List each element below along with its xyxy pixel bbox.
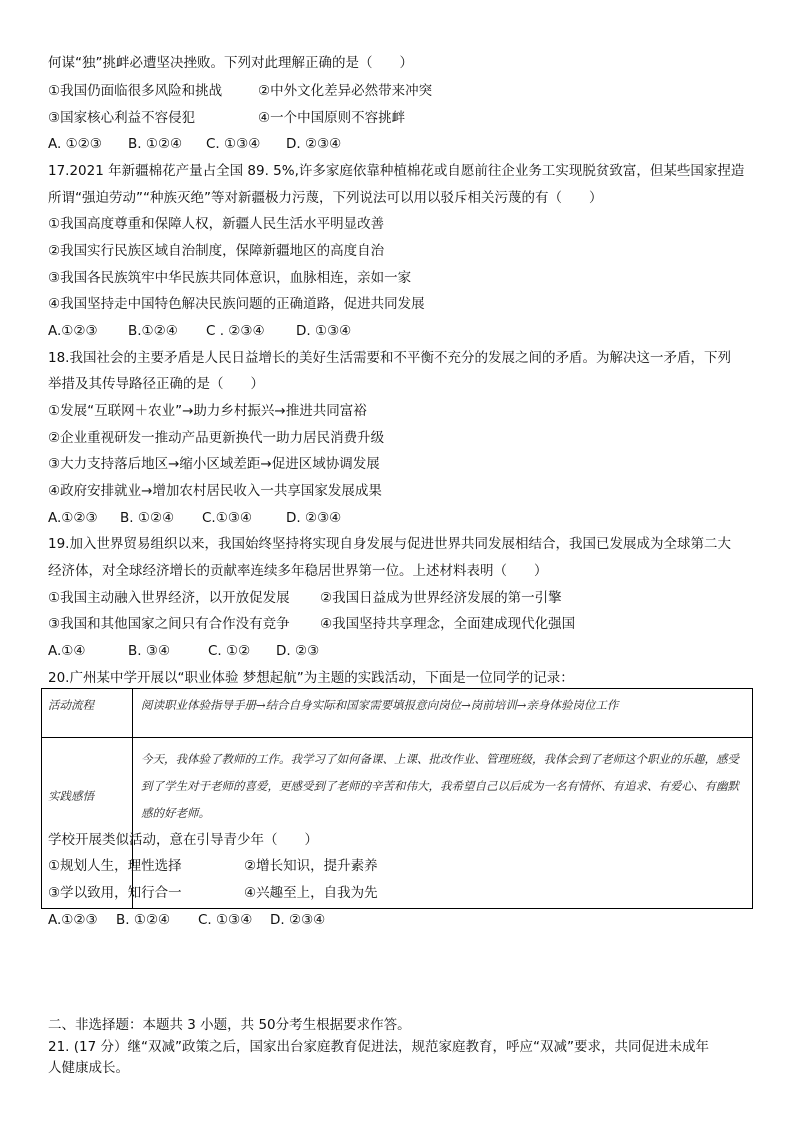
q21-stem-line2: 人健康成长。 [48,1060,129,1076]
q16-options-row2 [48,108,754,128]
q19-option-2: ②我国日益成为世界经济发展的第一引擎 [320,590,562,606]
q19-choice-d: D. ②③ [276,643,320,659]
q20-option-4: ④兴趣至上，自我为先 [244,885,378,901]
q20-choice-a: A.①②③ [48,912,98,928]
q16-option-1: ①我国仍面临很多风险和挑战 [48,83,223,99]
q19-option-1: ①我国主动融入世界经济，以开放促发展 [48,590,290,606]
activity-process-content: 阅读职业体验指导手册→结合自身实际和国家需要填报意向岗位→岗前培训→亲身体验岗位工作 [133,689,753,738]
q16-choices [48,134,754,154]
q17-option-3: ③我国各民族筑牢中华民族共同体意识，血脉相连，亲如一家 [48,270,412,286]
q19-choices [48,641,754,661]
q17-choice-b: B.①②④ [128,323,178,339]
q17-choice-a: A.①②③ [48,323,98,339]
q19-stem-line1: 19.加入世界贸易组织以来，我国始终坚持将实现自身发展与促进世界共同发展相结合，我国已发展成为全球第二大 [48,536,731,552]
q19-stem-line2: 经济体，对全球经济增长的贡献率连续多年稳居世界第一位。上述材料表明（ ） [48,563,548,579]
section-heading: 二、非选择题：本题共 3 小题，共 50分考生根据要求作答。 [48,1017,411,1033]
q17-choices [48,321,754,341]
q17-option-2: ②我国实行民族区域自治制度，保障新疆地区的高度自治 [48,243,385,259]
q20-option-3: ③学以致用，知行合一 [48,885,182,901]
q20-choice-d: D. ②③④ [270,912,326,928]
activity-process-label: 活动流程 [42,689,133,738]
q18-choice-d: D. ②③④ [286,510,342,526]
q20-option-2: ②增长知识，提升素养 [244,858,378,874]
q19-options-row1 [48,588,754,608]
q16-choice-b: B. ①②④ [128,136,183,152]
q18-choices [48,508,754,528]
q16-option-3: ③国家核心利益不容侵犯 [48,110,196,126]
q19-option-4: ④我国坚持共享理念，全面建成现代化强国 [320,616,576,632]
q19-choice-c: C. ①② [208,643,251,659]
practice-reflection-label: 实践感悟 [42,738,133,909]
q17-choice-d: D. ①③④ [296,323,352,339]
q17-choice-c: C . ②③④ [206,323,265,339]
q18-choice-c: C.①③④ [202,510,253,526]
table-row [42,689,753,738]
q19-option-3: ③我国和其他国家之间只有合作没有竞争 [48,616,290,632]
q20-choices [48,910,754,930]
q16-choice-d: D. ②③④ [286,136,342,152]
q18-stem-line1: 18.我国社会的主要矛盾是人民日益增长的美好生活需要和不平衡不充分的发展之间的矛盾。为解决这一矛盾，下列 [48,350,731,366]
q16-choice-a: A. ①②③ [48,136,102,152]
q17-stem-line2: 所谓“强迫劳动”“种族灭绝”等对新疆极力污蔑，下列说法可以用以驳斥相关污蔑的有（ ） [48,190,603,206]
q21-stem-line1: 21. (17 分）继“双减”政策之后，国家出台家庭教育促进法，规范家庭教育，呼应“双减”要求，共同促进未成年 [48,1039,709,1055]
q16-option-2: ②中外文化差异必然带来冲突 [258,83,433,99]
q19-options-row2 [48,614,754,634]
q20-options-row2 [48,883,754,903]
q20-options-row1 [48,856,754,876]
q16-stem: 何谋“独”挑衅必遭坚决挫败。下列对此理解正确的是（ ） [48,55,413,71]
q18-stem-line2: 举措及其传导路径正确的是（ ） [48,376,264,392]
practice-reflection-content: 今天，我体验了教师的工作。我学习了如何备课、上课、批改作业、管理班级，我体会到了老师这个职业的乐趣，感受到了学生对于老师的喜爱，更感受到了老师的辛苦和伟大，我希望自己以后成为一名有情怀、有追求、有爱心、有幽默感的好老师。 [133,738,753,909]
q20-choice-b: B. ①②④ [116,912,171,928]
q16-choice-c: C. ①③④ [206,136,261,152]
q17-option-4: ④我国坚持走中国特色解决民族问题的正确道路，促进共同发展 [48,296,425,312]
q20-question: 学校开展类似活动，意在引导青少年（ ） [48,832,318,848]
q18-choice-a: A.①②③ [48,510,98,526]
q16-option-4: ④一个中国原则不容挑衅 [258,110,406,126]
q20-stem: 20.广州某中学开展以“职业体验 梦想起航”为主题的实践活动，下面是一位同学的记录： [48,670,574,686]
q17-option-1: ①我国高度尊重和保障人权，新疆人民生活水平明显改善 [48,216,385,232]
q20-option-1: ①规划人生，理性选择 [48,858,182,874]
q19-choice-b: B. ③④ [128,643,171,659]
q16-options-row1 [48,81,754,101]
q18-option-1: ①发展“互联网＋农业”→助力乡村振兴→推进共同富裕 [48,403,367,419]
q18-option-3: ③大力支持落后地区→缩小区域差距→促进区域协调发展 [48,456,380,472]
q19-choice-a: A.①④ [48,643,86,659]
q17-stem-line1: 17.2021 年新疆棉花产量占全国 89. 5%,许多家庭依靠种植棉花或自愿前往企业务工实现脱贫致富，但某些国家捏造 [48,163,745,179]
q18-option-4: ④政府安排就业→增加农村居民收入一共享国家发展成果 [48,483,382,499]
q20-choice-c: C. ①③④ [198,912,253,928]
q18-choice-b: B. ①②④ [120,510,175,526]
q18-option-2: ②企业重视研发一推动产品更新换代一助力居民消费升级 [48,430,385,446]
